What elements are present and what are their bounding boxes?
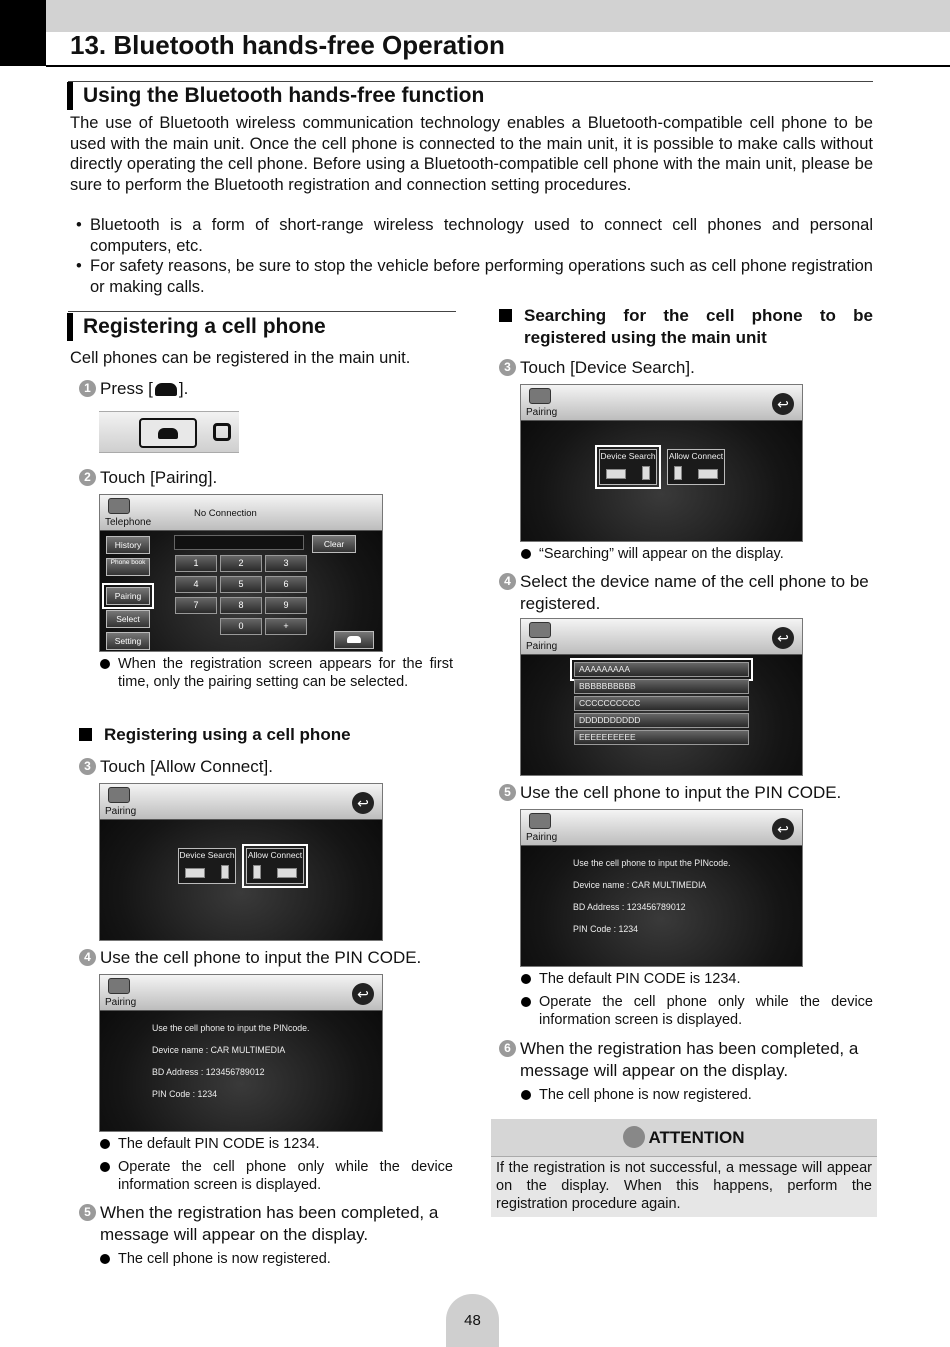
title-rule xyxy=(46,65,950,67)
step-number: 1 xyxy=(79,380,96,397)
attention-header: ATTENTION xyxy=(491,1119,877,1157)
device-search-button[interactable]: Device Search xyxy=(178,848,236,884)
setting-button[interactable]: Setting xyxy=(106,632,150,650)
book-icon xyxy=(623,1126,645,1148)
number-display xyxy=(174,535,304,550)
step-3-left: 3 Touch [Allow Connect]. xyxy=(79,756,456,778)
device-name: Device name : CAR MULTIMEDIA xyxy=(152,1045,286,1055)
phone-icon xyxy=(158,428,178,439)
device-list-item[interactable]: AAAAAAAAA xyxy=(574,662,749,677)
step-number: 2 xyxy=(79,469,96,486)
pin-instruction: Use the cell phone to input the PINcode. xyxy=(573,858,731,868)
bluetooth-device-icon xyxy=(108,498,130,514)
keypad-key[interactable]: 2 xyxy=(220,555,262,572)
bluetooth-device-icon xyxy=(108,787,130,803)
attention-body: If the registration is not successful, a message will appear on the display. When this happens, perform the registration procedure again. xyxy=(496,1160,872,1212)
step-number: 6 xyxy=(499,1040,516,1057)
allow-connect-button[interactable]: Allow Connect xyxy=(246,848,304,884)
bluetooth-device-icon xyxy=(108,978,130,994)
subhead-searching: Searching for the cell phone to be registered using the main unit xyxy=(499,305,873,349)
step-2: 2 Touch [Pairing]. xyxy=(79,467,456,489)
step-5-right: 5 Use the cell phone to input the PIN CODE. xyxy=(499,782,873,804)
section-heading-using: Using the Bluetooth hands-free function xyxy=(67,82,484,110)
call-button[interactable] xyxy=(334,631,374,649)
history-button[interactable]: History xyxy=(106,536,150,554)
note: The cell phone is now registered. xyxy=(520,1086,873,1104)
pin-code: PIN Code : 1234 xyxy=(152,1089,218,1099)
keypad-key[interactable]: 4 xyxy=(175,576,217,593)
pairing-screen xyxy=(520,384,803,542)
bullet-item: • Bluetooth is a form of short-range wireless technology used to connect cell phones and personal computers, etc. xyxy=(71,215,873,256)
page-number: 48 xyxy=(446,1294,499,1347)
device-list-item[interactable]: EEEEEEEEEE xyxy=(574,730,749,745)
note: Operate the cell phone only while the device information screen is displayed. xyxy=(520,993,873,1029)
pin-screen xyxy=(520,809,803,967)
keypad-key[interactable]: 3 xyxy=(265,555,307,572)
note: When the registration screen appears for the first time, only the pairing setting can be selected. xyxy=(99,655,453,691)
page-title: 13. Bluetooth hands-free Operation xyxy=(70,30,505,60)
back-arrow-icon[interactable]: ↩ xyxy=(772,818,794,840)
bullet-item: • For safety reasons, be sure to stop the vehicle before performing operations such as cell phone registration or making calls. xyxy=(71,256,873,297)
attention-box xyxy=(491,1119,877,1217)
note: The cell phone is now registered. xyxy=(99,1250,453,1268)
phone-icon xyxy=(155,383,177,396)
step-number: 3 xyxy=(79,758,96,775)
step-4-right: 4 Select the device name of the cell phone to be registered. xyxy=(499,571,873,615)
section-heading-registering: Registering a cell phone xyxy=(67,313,326,341)
note: The default PIN CODE is 1234. xyxy=(520,970,873,988)
device-list-item[interactable]: BBBBBBBBBB xyxy=(574,679,749,694)
device-list-item[interactable]: CCCCCCCCCC xyxy=(574,696,749,711)
pin-code: PIN Code : 1234 xyxy=(573,924,639,934)
note: Operate the cell phone only while the device information screen is displayed. xyxy=(99,1158,453,1194)
device-list-item[interactable]: DDDDDDDDDD xyxy=(574,713,749,728)
bluetooth-device-icon xyxy=(529,813,551,829)
screen-header: Telephone No Connection xyxy=(100,495,382,531)
device-list-screen xyxy=(520,618,803,776)
allow-connect-button[interactable]: Allow Connect xyxy=(667,449,725,485)
step-number: 5 xyxy=(79,1204,96,1221)
registering-intro: Cell phones can be registered in the main unit. xyxy=(70,349,411,367)
back-arrow-icon[interactable]: ↩ xyxy=(352,983,374,1005)
square-button[interactable] xyxy=(213,423,231,441)
keypad-key[interactable]: + xyxy=(265,618,307,635)
device-name: Device name : CAR MULTIMEDIA xyxy=(573,880,707,890)
subhead-registering-phone: Registering using a cell phone xyxy=(79,724,456,746)
phone-button[interactable] xyxy=(139,418,197,448)
clear-button[interactable]: Clear xyxy=(312,535,356,553)
pairing-button[interactable]: Pairing xyxy=(106,587,150,605)
step-5-left: 5 When the registration has been completed, a message will appear on the display. xyxy=(79,1202,456,1246)
keypad-key[interactable]: 5 xyxy=(220,576,262,593)
pairing-screen xyxy=(99,783,383,941)
bluetooth-device-icon xyxy=(529,622,551,638)
step-number: 5 xyxy=(499,784,516,801)
step-3-right: 3 Touch [Device Search]. xyxy=(499,357,873,379)
step-number: 4 xyxy=(499,573,516,590)
chapter-tab xyxy=(0,0,46,66)
note: “Searching” will appear on the display. xyxy=(520,545,873,563)
back-arrow-icon[interactable]: ↩ xyxy=(772,627,794,649)
bd-address: BD Address : 123456789012 xyxy=(573,902,686,912)
pin-screen xyxy=(99,974,383,1132)
header-band xyxy=(0,0,950,32)
pin-instruction: Use the cell phone to input the PINcode. xyxy=(152,1023,310,1033)
step-4-left: 4 Use the cell phone to input the PIN CODE. xyxy=(79,947,456,969)
phone-book-button[interactable]: Phone book xyxy=(106,558,150,576)
step-number: 3 xyxy=(499,359,516,376)
back-arrow-icon[interactable]: ↩ xyxy=(772,393,794,415)
note: The default PIN CODE is 1234. xyxy=(99,1135,453,1153)
keypad-key[interactable]: 1 xyxy=(175,555,217,572)
screen-header: Pairing ↩ xyxy=(521,385,802,421)
telephone-screen xyxy=(99,494,383,652)
select-button[interactable]: Select xyxy=(106,610,150,628)
intro-paragraph: The use of Bluetooth wireless communication technology enables a Bluetooth-compatible cell phone to be used with the main unit. Once the cell phone is connected to the main unit, it is possible to make calls without directly operating the cell phone. Before using a Bluetooth-compatible cell phone with the main unit, please be sure to perform the Bluetooth registration and connection setting procedures. xyxy=(70,114,873,194)
bd-address: BD Address : 123456789012 xyxy=(152,1067,265,1077)
phone-button-panel xyxy=(99,411,239,453)
keypad-key[interactable]: 9 xyxy=(265,597,307,614)
keypad-key[interactable]: 7 xyxy=(175,597,217,614)
screen-header: Pairing ↩ xyxy=(100,784,382,820)
back-arrow-icon[interactable]: ↩ xyxy=(352,792,374,814)
screen-header: Pairing ↩ xyxy=(100,975,382,1011)
keypad-key[interactable]: 6 xyxy=(265,576,307,593)
screen-header: Pairing ↩ xyxy=(521,810,802,846)
step-number: 4 xyxy=(79,949,96,966)
step-6-right: 6 When the registration has been completed, a message will appear on the display. xyxy=(499,1038,873,1082)
screen-header: Pairing ↩ xyxy=(521,619,802,655)
step-1: 1 Press [ ]. xyxy=(79,378,456,400)
device-search-button[interactable]: Device Search xyxy=(599,449,657,485)
bluetooth-device-icon xyxy=(529,388,551,404)
keypad-key[interactable]: 8 xyxy=(220,597,262,614)
section-rule xyxy=(68,311,456,312)
phone-icon xyxy=(347,636,361,643)
keypad-key[interactable]: 0 xyxy=(220,618,262,635)
